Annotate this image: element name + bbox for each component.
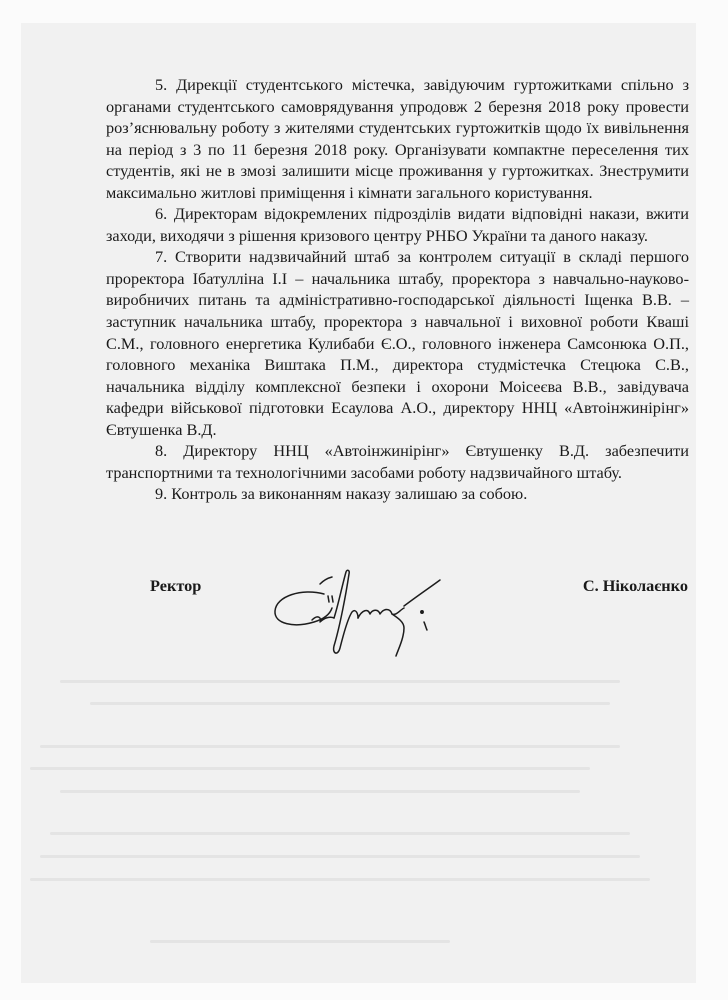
signature-stroke [328, 596, 333, 602]
bleed-through-line [40, 855, 640, 858]
signature-stroke [358, 608, 404, 618]
paragraph-item-7: 7. Створити надзвичайний штаб за контролем ситуації в складі першого проректора Ібатулліна І.І – начальника штабу, проректора з навчально-науково-виробничих питань та адміністративно-господарської діяльності Іщенка В.В. – заступник начальника штабу, проректора з навчальної і виховної роботи Кваші С.М., головного енергетика Кулибаби Є.О., головного інженера Самсонюка О.П., головного механіка Виштака П.М., директора студмістечка Стецюка С.В., начальника відділу комплексної безпеки і охорони Моісеєва В.В., завідувача кафедри військової підготовки Есаулова А.О., директору ННЦ «Автоінжинірінг» Євтушенка В.Д. [106, 247, 689, 439]
bleed-through-line [60, 790, 580, 793]
paragraph-item-6: 6. Директорам відокремлених підрозділів видати відповідні накази, вжити заходи, виходячи з рішення кризового центру РНБО України та даного наказу. [106, 204, 689, 245]
bleed-through-line [30, 767, 590, 770]
bleed-through-line [50, 832, 630, 835]
bleed-through-line [40, 745, 620, 748]
bleed-through-line [60, 680, 620, 683]
bleed-through-line [30, 878, 650, 881]
paragraph-item-8: 8. Директору ННЦ «Автоінжинірінг» Євтушенку В.Д. забезпечити транспортними та технологічними засобами роботу надзвичайного штабу. [106, 441, 689, 482]
signatory-name: С. Ніколаєнко [582, 576, 688, 595]
bleed-through-line [150, 940, 450, 943]
handwritten-signature [272, 566, 472, 658]
signature-stroke [424, 622, 427, 630]
signature-stroke [392, 614, 404, 656]
paragraph-item-5: 5. Дирекції студентського містечка, завідуючим гуртожитками спільно з органами студентського самоврядування упродовж 2 березня 2018 року провести роз’яснювальну роботу з жителями студентських гуртожитків щодо їх вивільнення на період з 3 по 11 березня 2018 року. Організувати компактне переселення тих студентів, які не в змозі залишити місце проживання у гуртожитках. Знеструмити максимально житлові приміщення і кімнати загального користування. [106, 75, 689, 202]
signatory-title: Ректор [150, 576, 202, 595]
signature-dot [421, 611, 423, 613]
signature-stroke [404, 580, 440, 606]
document-body [106, 74, 689, 505]
signature-stroke [320, 577, 332, 584]
paragraph-item-9: 9. Контроль за виконанням наказу залишаю за собою. [155, 484, 528, 504]
signature-stroke [334, 570, 358, 653]
bleed-through-line [90, 702, 610, 705]
